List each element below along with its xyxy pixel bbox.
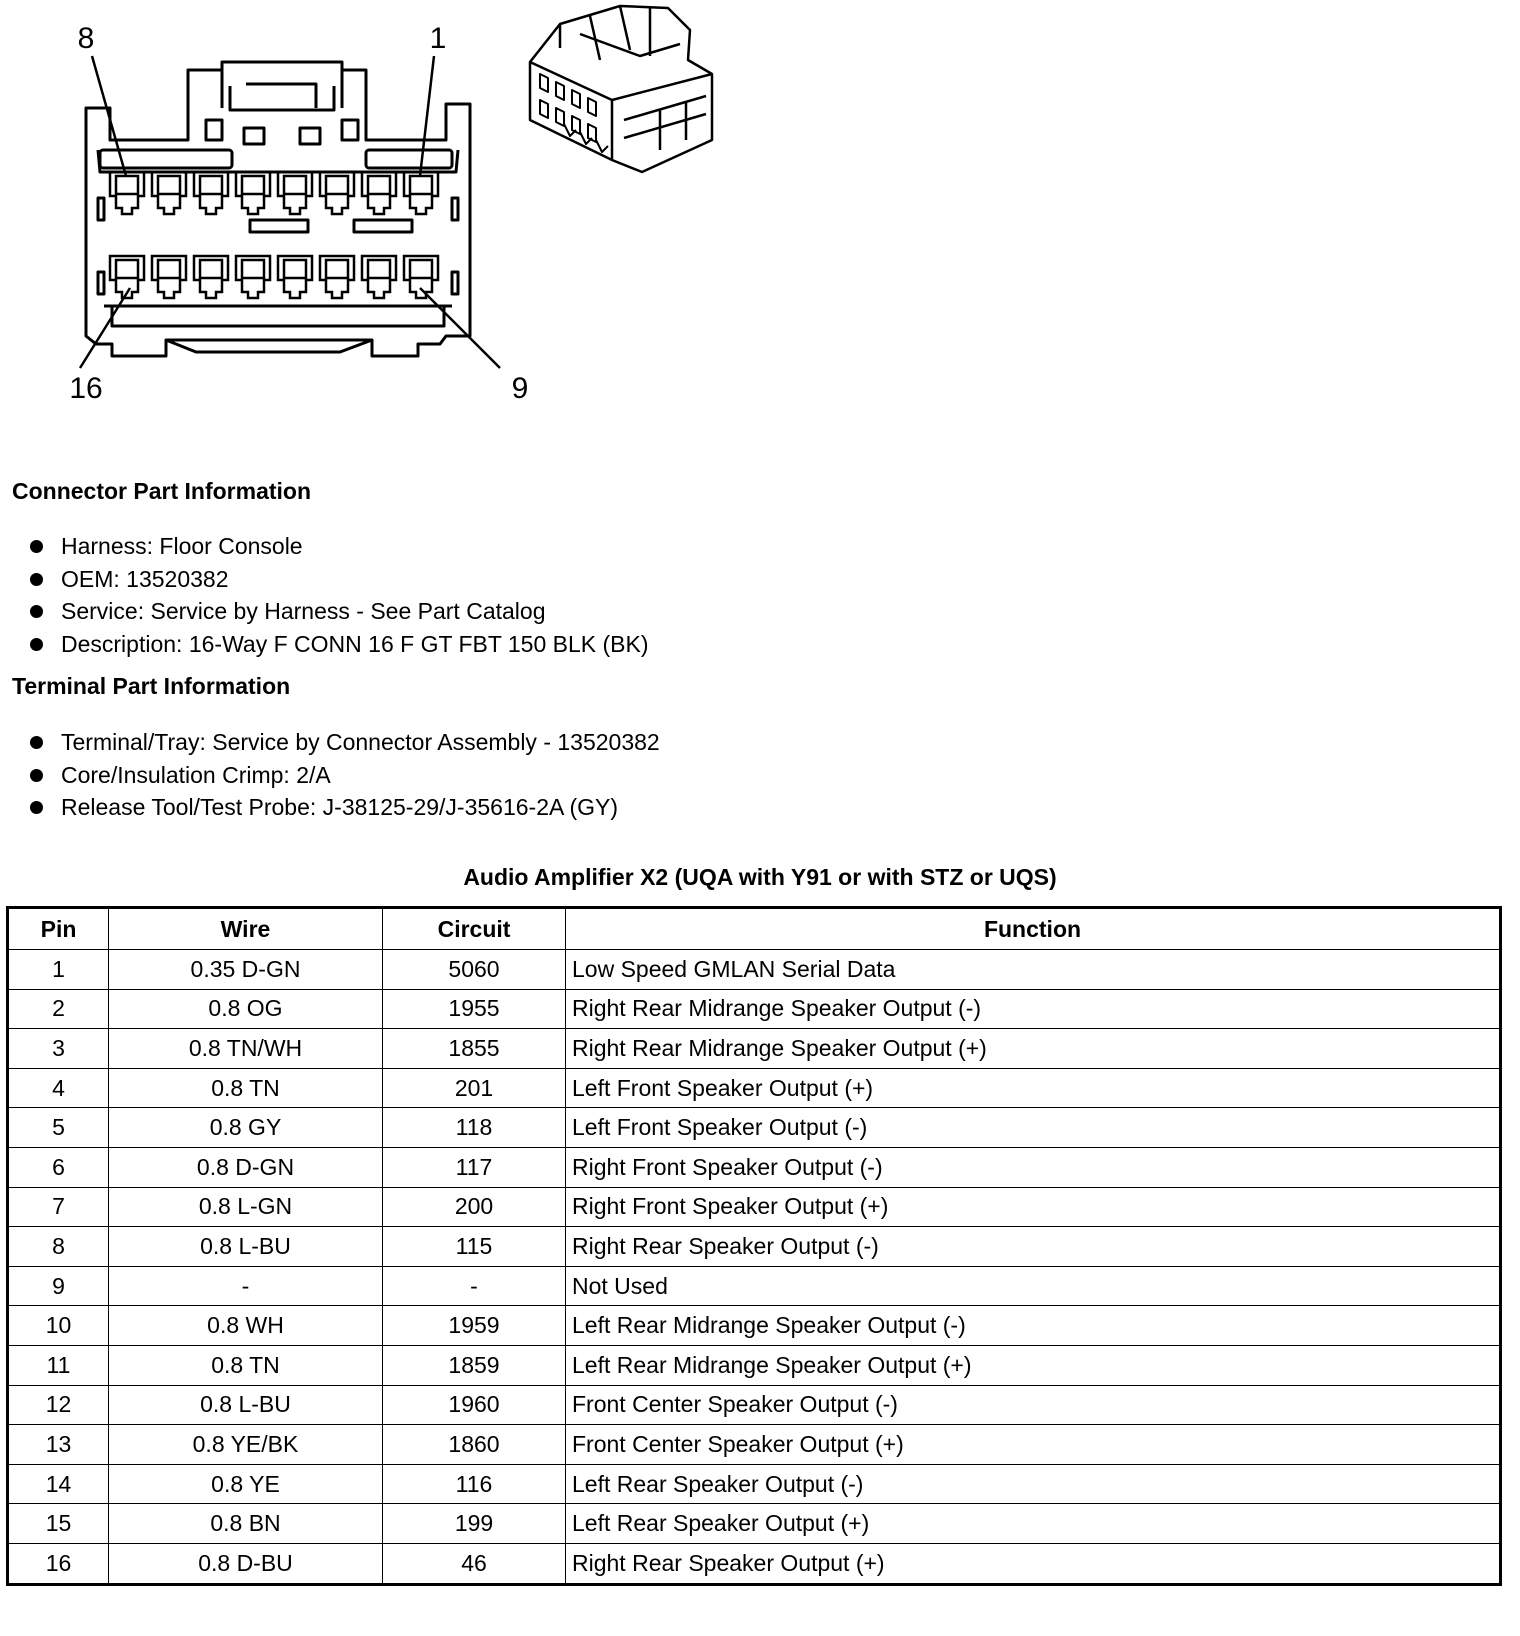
list-item	[30, 628, 649, 661]
terminal-cavity-icon	[362, 172, 396, 214]
terminal-cavity-icon	[320, 256, 354, 298]
function-cell: Left Rear Speaker Output (+)	[566, 1504, 1501, 1544]
bullet-icon	[30, 605, 43, 618]
bullet-icon	[30, 801, 43, 814]
bullet-icon	[30, 573, 43, 586]
table-row	[8, 1425, 1501, 1465]
list-item-text: Service: Service by Harness - See Part Catalog	[61, 598, 546, 625]
terminal-part-list	[30, 726, 660, 824]
function-cell: Right Rear Speaker Output (+)	[566, 1543, 1501, 1584]
list-item	[30, 791, 660, 824]
list-item	[30, 759, 660, 792]
circuit-cell: 1960	[383, 1385, 566, 1425]
wire-cell: 0.8 L-GN	[109, 1187, 383, 1227]
list-item	[30, 726, 660, 759]
circuit-cell: 201	[383, 1068, 566, 1108]
wire-cell: 0.8 D-BU	[109, 1543, 383, 1584]
pin-cell: 1	[8, 950, 109, 990]
table-row	[8, 1504, 1501, 1544]
circuit-cell: 1959	[383, 1306, 566, 1346]
pin-cell: 12	[8, 1385, 109, 1425]
terminal-cavity-icon	[278, 172, 312, 214]
column-header-circuit: Circuit	[383, 908, 566, 950]
circuit-cell: -	[383, 1266, 566, 1306]
function-cell: Left Rear Speaker Output (-)	[566, 1464, 1501, 1504]
wire-cell: 0.8 L-BU	[109, 1385, 383, 1425]
circuit-cell: 116	[383, 1464, 566, 1504]
function-cell: Low Speed GMLAN Serial Data	[566, 950, 1501, 990]
circuit-cell: 1955	[383, 989, 566, 1029]
circuit-cell: 117	[383, 1147, 566, 1187]
pin-cell: 11	[8, 1345, 109, 1385]
function-cell: Left Front Speaker Output (+)	[566, 1068, 1501, 1108]
wire-cell: 0.8 D-GN	[109, 1147, 383, 1187]
circuit-cell: 200	[383, 1187, 566, 1227]
terminal-cavity-icon	[236, 172, 270, 214]
pin-cell: 14	[8, 1464, 109, 1504]
pin-cell: 5	[8, 1108, 109, 1148]
column-header-function: Function	[566, 908, 1501, 950]
circuit-cell: 5060	[383, 950, 566, 990]
circuit-cell: 115	[383, 1227, 566, 1267]
table-title: Audio Amplifier X2 (UQA with Y91 or with STZ or UQS)	[463, 864, 1057, 890]
connector-part-list	[30, 530, 649, 661]
wire-cell: 0.35 D-GN	[109, 950, 383, 990]
list-item	[30, 595, 649, 628]
terminal-cavity-icon	[362, 256, 396, 298]
pin-label-1: 1	[429, 22, 447, 55]
connector-isometric-view-icon	[530, 6, 712, 172]
pin-cell: 6	[8, 1147, 109, 1187]
bullet-icon	[30, 638, 43, 651]
wire-cell: 0.8 L-BU	[109, 1227, 383, 1267]
column-header-wire: Wire	[109, 908, 383, 950]
circuit-cell: 46	[383, 1543, 566, 1584]
pin-label-9: 9	[511, 372, 529, 405]
pin-cell: 8	[8, 1227, 109, 1267]
wire-cell: 0.8 GY	[109, 1108, 383, 1148]
terminal-cavity-icon	[194, 172, 228, 214]
terminal-cavity-icon	[278, 256, 312, 298]
circuit-cell: 1859	[383, 1345, 566, 1385]
function-cell: Left Front Speaker Output (-)	[566, 1108, 1501, 1148]
terminal-cavity-icon	[236, 256, 270, 298]
wire-cell: 0.8 OG	[109, 989, 383, 1029]
table-row	[8, 1306, 1501, 1346]
terminal-cavity-icon	[110, 172, 144, 214]
function-cell: Front Center Speaker Output (-)	[566, 1385, 1501, 1425]
wire-cell: 0.8 TN/WH	[109, 1029, 383, 1069]
table-row	[8, 1068, 1501, 1108]
terminal-cavity-icon	[404, 172, 438, 214]
wire-cell: 0.8 TN	[109, 1068, 383, 1108]
pin-cell: 9	[8, 1266, 109, 1306]
pin-cell: 7	[8, 1187, 109, 1227]
circuit-cell: 1860	[383, 1425, 566, 1465]
pin-cell: 10	[8, 1306, 109, 1346]
bullet-icon	[30, 736, 43, 749]
table-row	[8, 1543, 1501, 1584]
pinout-table	[6, 906, 1502, 1586]
pin-cell: 2	[8, 989, 109, 1029]
function-cell: Right Rear Midrange Speaker Output (-)	[566, 989, 1501, 1029]
table-row	[8, 1227, 1501, 1267]
terminal-cavity-icon	[152, 256, 186, 298]
table-row	[8, 1187, 1501, 1227]
wire-cell: 0.8 YE	[109, 1464, 383, 1504]
pin-label-8: 8	[77, 22, 95, 55]
list-item	[30, 530, 649, 563]
column-header-pin: Pin	[8, 908, 109, 950]
pin-label-16: 16	[69, 372, 103, 405]
list-item-text: OEM: 13520382	[61, 565, 229, 592]
bullet-icon	[30, 540, 43, 553]
wire-cell: -	[109, 1266, 383, 1306]
list-item-text: Description: 16-Way F CONN 16 F GT FBT 150 BLK (BK)	[61, 631, 649, 658]
circuit-cell: 1855	[383, 1029, 566, 1069]
table-row	[8, 1385, 1501, 1425]
pin-cell: 13	[8, 1425, 109, 1465]
list-item-text: Harness: Floor Console	[61, 533, 303, 559]
list-item-text: Terminal/Tray: Service by Connector Assembly - 13520382	[61, 729, 660, 755]
wire-cell: 0.8 TN	[109, 1345, 383, 1385]
function-cell: Right Front Speaker Output (-)	[566, 1147, 1501, 1187]
pin-cell: 3	[8, 1029, 109, 1069]
function-cell: Not Used	[566, 1266, 1501, 1306]
wire-cell: 0.8 WH	[109, 1306, 383, 1346]
wire-cell: 0.8 BN	[109, 1504, 383, 1544]
circuit-cell: 199	[383, 1504, 566, 1544]
list-item-text: Core/Insulation Crimp: 2/A	[61, 761, 331, 788]
terminal-part-heading: Terminal Part Information	[12, 673, 291, 699]
table-row	[8, 1266, 1501, 1306]
function-cell: Right Front Speaker Output (+)	[566, 1187, 1501, 1227]
bullet-icon	[30, 769, 43, 782]
function-cell: Right Rear Midrange Speaker Output (+)	[566, 1029, 1501, 1069]
terminal-cavity-icon	[152, 172, 186, 214]
pin-cell: 16	[8, 1543, 109, 1584]
wire-cell: 0.8 YE/BK	[109, 1425, 383, 1465]
table-row	[8, 1464, 1501, 1504]
table-row	[8, 989, 1501, 1029]
list-item-text: Release Tool/Test Probe: J-38125-29/J-35616-2A (GY)	[61, 794, 618, 821]
table-row	[8, 950, 1501, 990]
table-row	[8, 1345, 1501, 1385]
pin-cell: 15	[8, 1504, 109, 1544]
circuit-cell: 118	[383, 1108, 566, 1148]
connector-diagram	[0, 0, 760, 420]
terminal-cavity-icon	[320, 172, 354, 214]
function-cell: Left Rear Midrange Speaker Output (-)	[566, 1306, 1501, 1346]
table-row	[8, 1029, 1501, 1069]
table-header-row	[8, 908, 1501, 950]
list-item	[30, 563, 649, 596]
function-cell: Left Rear Midrange Speaker Output (+)	[566, 1345, 1501, 1385]
function-cell: Front Center Speaker Output (+)	[566, 1425, 1501, 1465]
connector-part-heading: Connector Part Information	[12, 478, 312, 504]
pin-cell: 4	[8, 1068, 109, 1108]
terminal-cavity-icon	[194, 256, 228, 298]
table-row	[8, 1147, 1501, 1187]
function-cell: Right Rear Speaker Output (-)	[566, 1227, 1501, 1267]
table-row	[8, 1108, 1501, 1148]
terminal-cavity-icon	[404, 256, 438, 298]
